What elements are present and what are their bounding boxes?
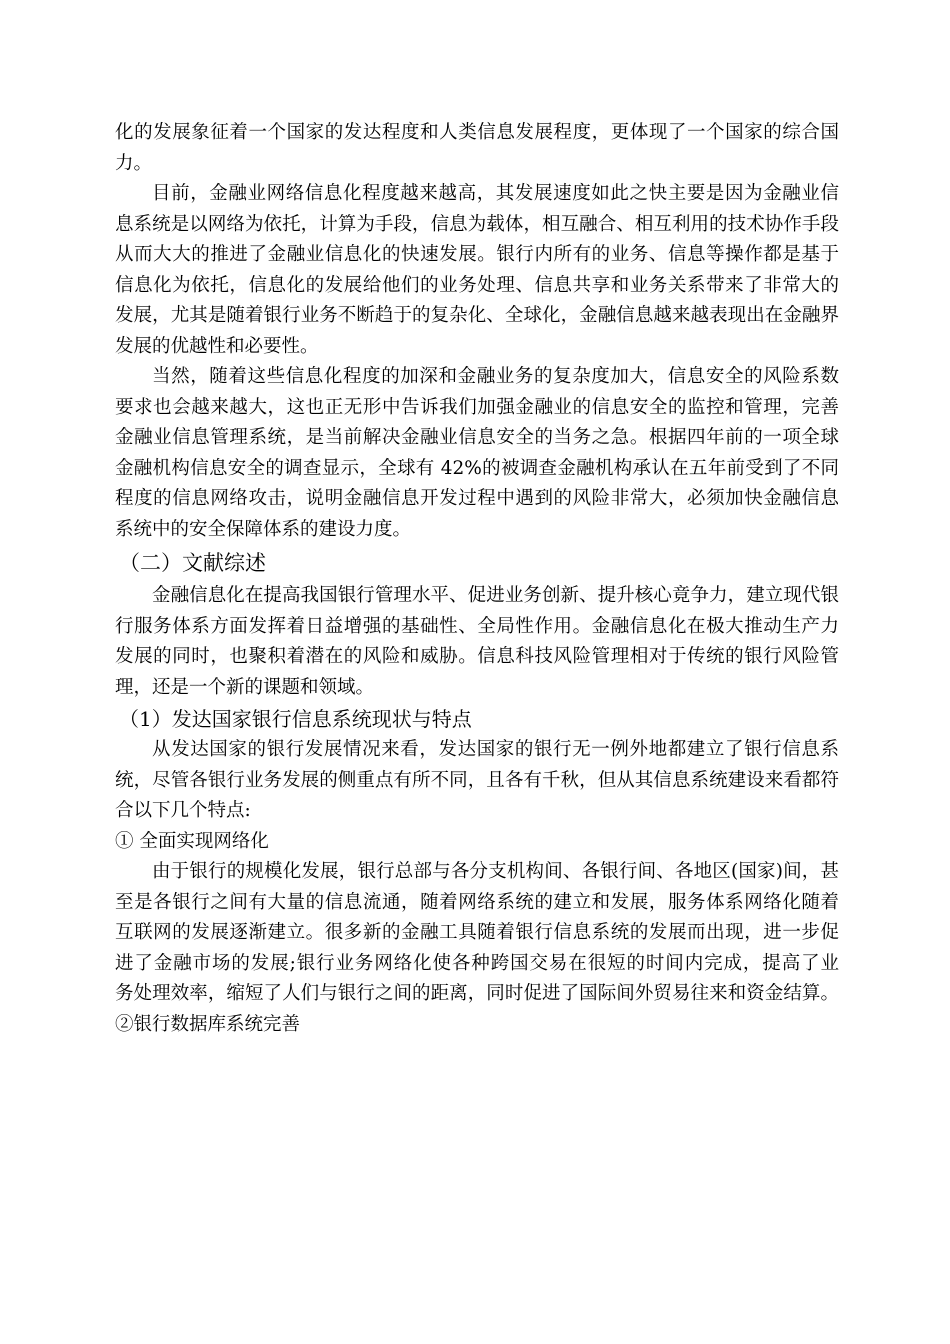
text-line: 统，尽管各银行业务发展的侧重点有所不同，且各有千秋，但从其信息系统建设来看都符 — [115, 769, 839, 791]
text-line: 理，还是一个新的课题和领域。 — [115, 676, 375, 698]
text-line: 力。 — [115, 152, 153, 174]
text-line: 至是各银行之间有大量的信息流通，随着网络系统的建立和发展，服务体系网络化随着 — [115, 891, 839, 913]
text-line: 从发达国家的银行发展情况来看，发达国家的银行无一例外地都建立了银行信息系 — [152, 739, 839, 760]
text-line: 程度的信息网络攻击，说明金融信息开发过程中遇到的风险非常大，必须加快金融信息 — [115, 488, 839, 509]
subheading-developed-countries: （1）发达国家银行信息系统现状与特点 — [119, 707, 472, 731]
paragraph-developed-banks — [115, 735, 839, 827]
section-heading-literature-review: （二）文献综述 — [119, 551, 266, 575]
list-item-networking: ① 全面实现网络化 — [115, 830, 269, 852]
paragraph-security-risk — [115, 362, 839, 545]
text-line: 系统中的安全保障体系的建设力度。 — [115, 518, 412, 540]
text-line: 从而大大的推进了金融业信息化的快速发展。银行内所有的业务、信息等操作都是基于 — [115, 244, 839, 265]
document-page — [115, 118, 839, 1040]
text-line: 金融机构信息安全的调查显示，全球有 42%的被调查金融机构承认在五年前受到了不同 — [115, 457, 839, 479]
text-line: 要求也会越来越大，这也正无形中告诉我们加强金融业的信息安全的监控和管理，完善 — [115, 396, 839, 418]
text-line: 合以下几个特点: — [115, 800, 251, 821]
text-line: 金融业信息管理系统，是当前解决金融业信息安全的当务之急。根据四年前的一项全球 — [115, 427, 839, 448]
text-line: 进了金融市场的发展;银行业务网络化使各种跨国交易在很短的时间内完成，提高了业 — [115, 952, 839, 974]
paragraph-finance-network — [115, 179, 839, 362]
text-line: 发展的优越性和必要性。 — [115, 335, 319, 357]
text-line: 信息化为依托，信息化的发展给他们的业务处理、信息共享和业务关系带来了非常大的 — [115, 274, 839, 296]
text-line: 息系统是以网络为依托，计算为手段，信息为载体，相互融合、相互利用的技术协作手段 — [115, 213, 839, 235]
text-line: 行服务体系方面发挥着日益增强的基础性、全局性作用。金融信息化在极大推动生产力 — [115, 615, 839, 637]
list-item-database: ②银行数据库系统完善 — [115, 1013, 301, 1035]
text-line: 金融信息化在提高我国银行管理水平、促进业务创新、提升核心竟争力，建立现代银 — [152, 585, 839, 606]
text-line: 化的发展象征着一个国家的发达程度和人类信息发展程度，更体现了一个国家的综合国 — [115, 122, 839, 143]
text-line: 目前，金融业网络信息化程度越来越高，其发展速度如此之快主要是因为金融业信 — [152, 183, 839, 204]
text-line: 务处理效率，缩短了人们与银行之间的距离，同时促进了国际间外贸易往来和资金结算。 — [115, 983, 839, 1004]
text-line: 互联网的发展逐渐建立。很多新的金融工具随着银行信息系统的发展而出现，进一步促 — [115, 922, 839, 943]
text-line: 由于银行的规模化发展，银行总部与各分支机构间、各银行间、各地区(国家)间，甚 — [152, 861, 839, 882]
paragraph-literature — [115, 581, 839, 703]
paragraph-continuation — [115, 118, 839, 179]
text-line: 当然，随着这些信息化程度的加深和金融业务的复杂度加大，信息安全的风险系数 — [152, 366, 839, 387]
text-line: 发展，尤其是随着银行业务不断趋于的复杂化、全球化，金融信息越来越表现出在金融界 — [115, 305, 839, 326]
text-line: 发展的同时，也聚积着潜在的风险和威胁。信息科技风险管理相对于传统的银行风险管 — [115, 646, 839, 667]
paragraph-networking — [115, 857, 839, 1010]
